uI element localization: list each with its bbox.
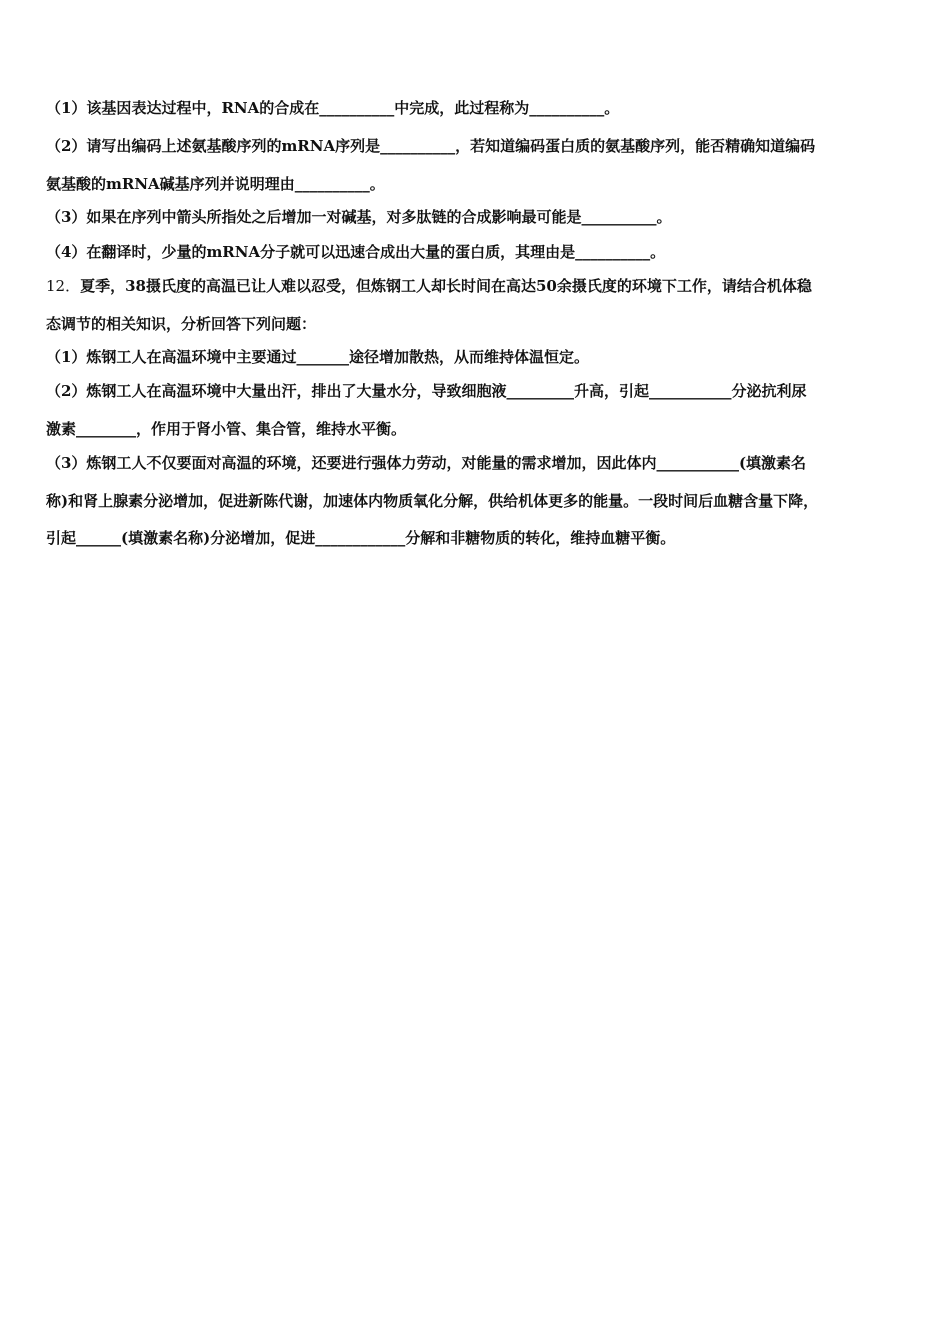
q11-part2-line2: 氨基酸的mRNA碱基序列并说明理由__________。 [46,175,385,193]
q12-stem-text: 夏季，38摄氏度的高温已让人难以忍受，但炼钢工人却长时间在高达50余摄氏度的环境下工作，请结合机体稳 [80,277,812,295]
q11-part2-line1: （2）请写出编码上述氨基酸序列的mRNA序列是__________，若知道编码蛋白质的氨基酸序列，能否精确知道编码 [46,137,816,155]
question-number: 12． [46,277,81,295]
q12-part3-line3: 引起______(填激素名称)分泌增加，促进____________分解和非糖物质的转化，维持血糖平衡。 [46,529,676,547]
q12-part3-line2: 称)和肾上腺素分泌增加，促进新陈代谢，加速体内物质氧化分解，供给机体更多的能量。一段时间后血糖含量下降， [46,492,819,510]
q12-stem-line1 [46,276,812,296]
q12-part1: （1）炼钢工人在高温环境中主要通过_______途径增加散热，从而维持体温恒定。 [46,348,589,366]
q11-part3: （3）如果在序列中箭头所指处之后增加一对碱基，对多肽链的合成影响最可能是__________。 [46,208,672,226]
q12-part2-line2: 激素________，作用于肾小管、集合管，维持水平衡。 [46,420,407,438]
q11-part4: （4）在翻译时，少量的mRNA分子就可以迅速合成出大量的蛋白质，其理由是__________。 [46,243,666,261]
q12-part3-line1: （3）炼钢工人不仅要面对高温的环境，还要进行强体力劳动，对能量的需求增加，因此体内___________(填激素名 [46,454,807,472]
q11-part1: （1）该基因表达过程中，RNA的合成在__________中完成，此过程称为__________。 [46,99,620,117]
q12-stem-line2: 态调节的相关知识，分析回答下列问题： [46,315,317,333]
q12-part2-line1: （2）炼钢工人在高温环境中大量出汗，排出了大量水分，导致细胞液_________升高，引起___________分泌抗利尿 [46,382,807,400]
